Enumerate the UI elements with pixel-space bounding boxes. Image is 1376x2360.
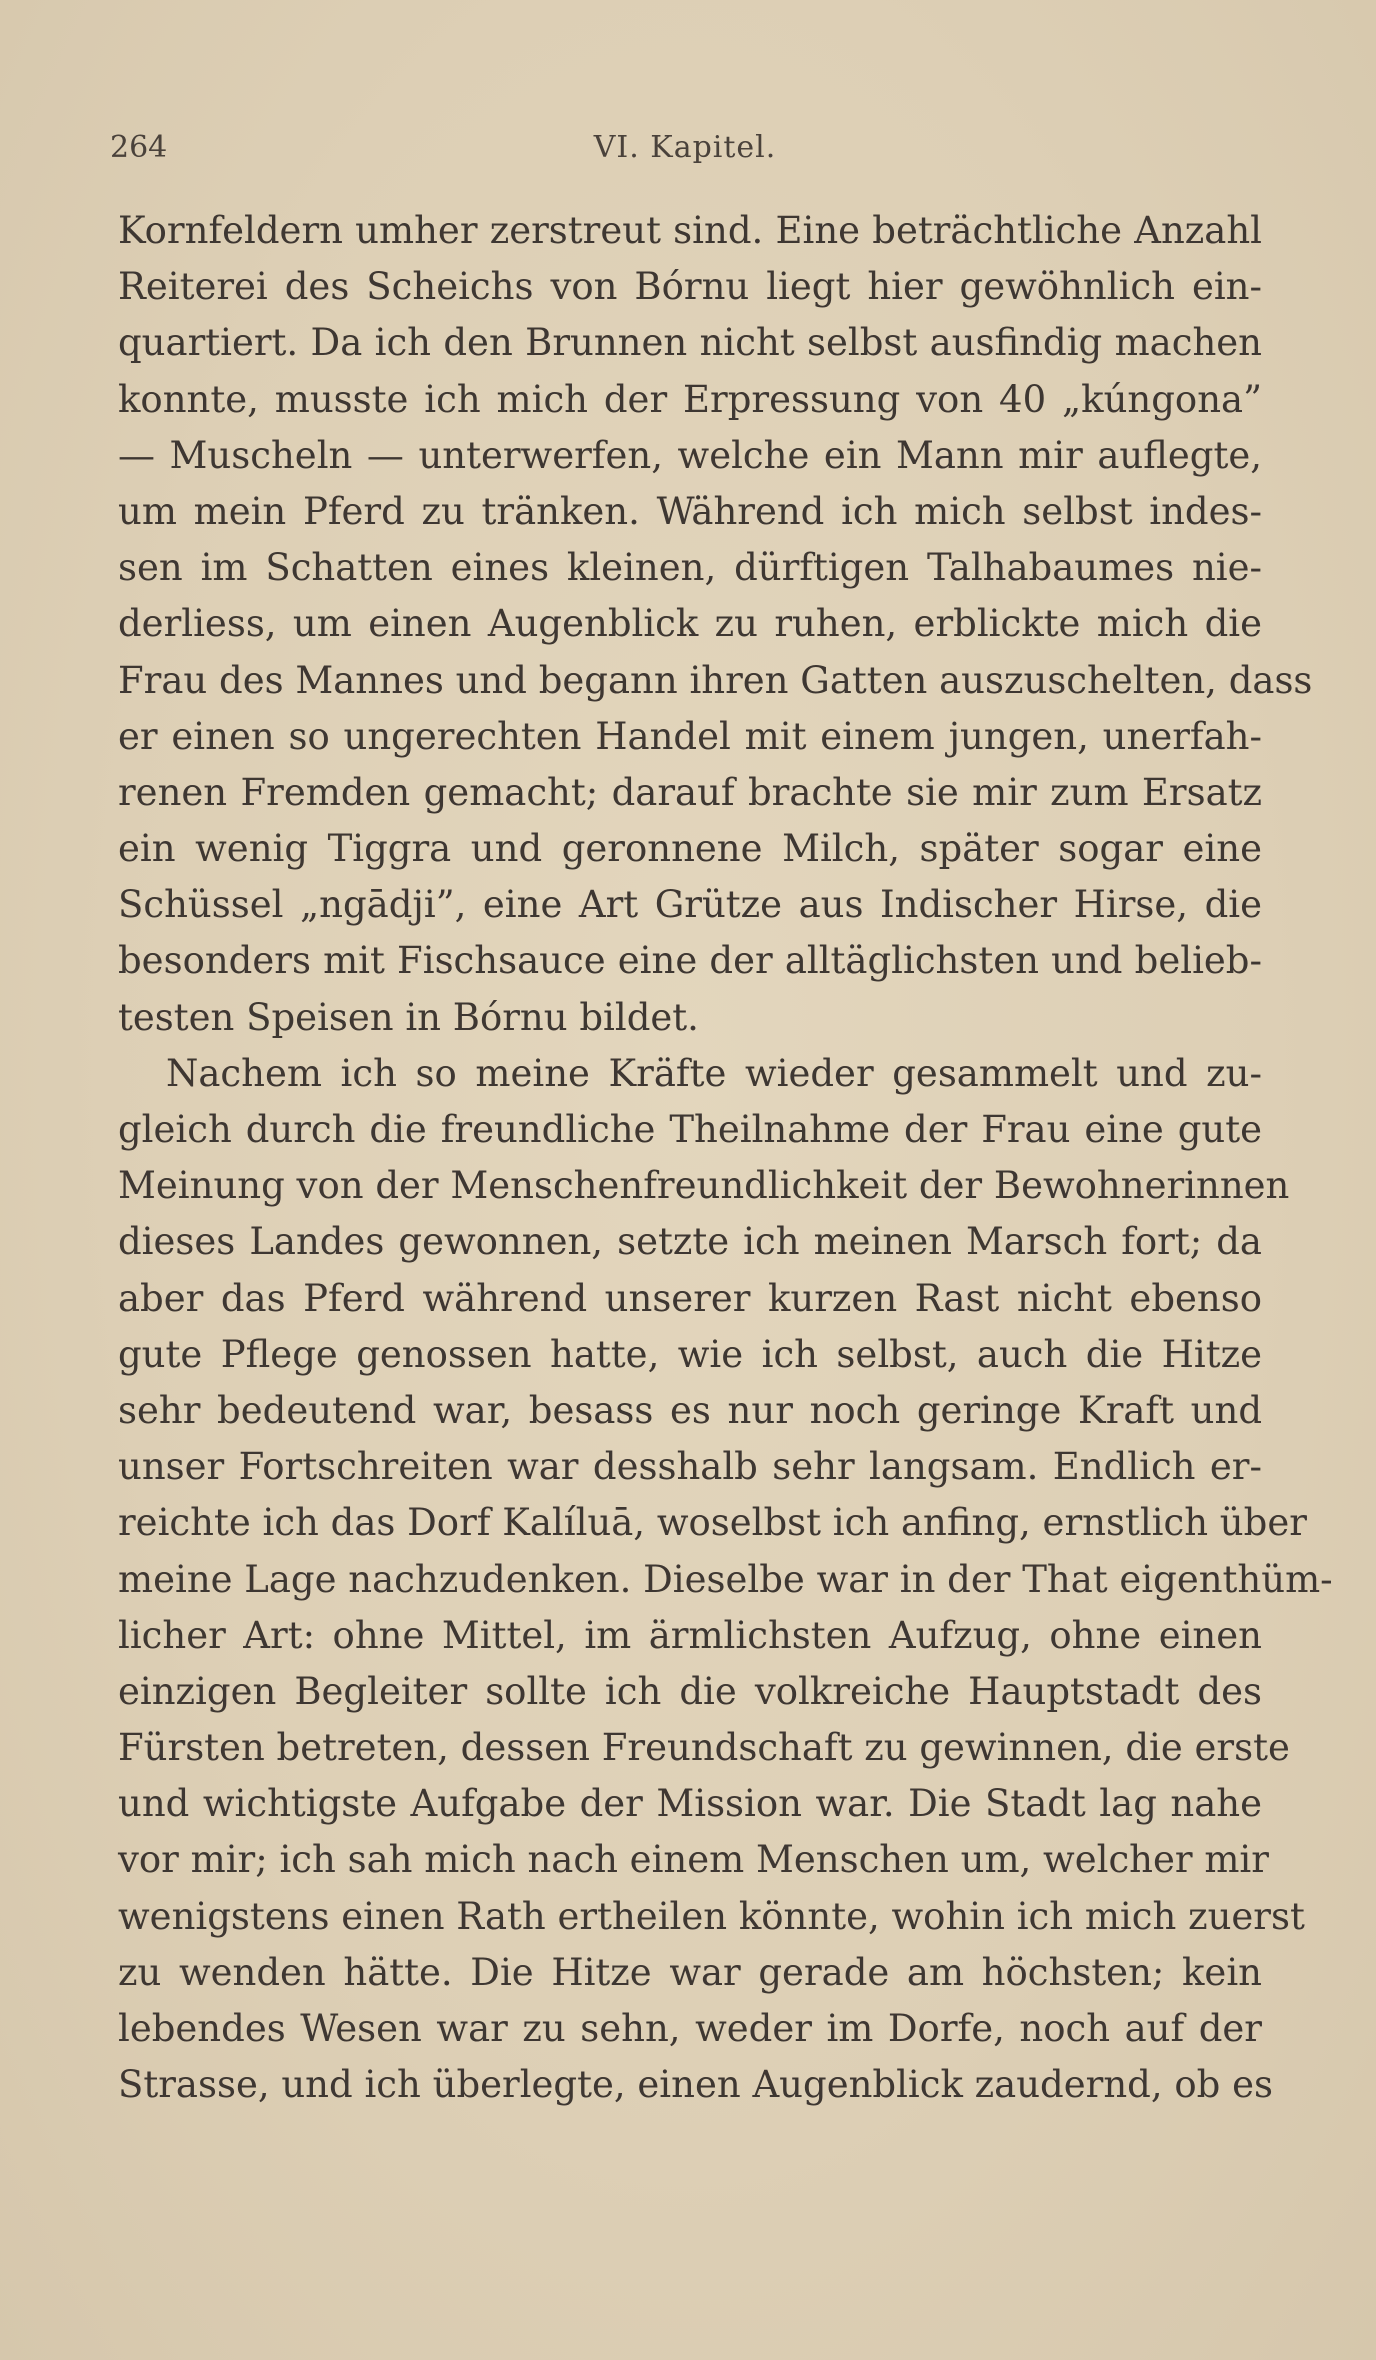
body-text xyxy=(118,203,1333,2113)
text-line: lebendes Wesen war zu sehn, weder im Dorfe, noch auf der xyxy=(118,2007,1262,2050)
text-line: gleich durch die freundliche Theilnahme der Frau eine gute xyxy=(118,1108,1262,1151)
text-line: dieses Landes gewonnen, setzte ich meinen Marsch fort; da xyxy=(118,1220,1262,1264)
text-line: derliess, um einen Augenblick zu ruhen, erblickte mich die xyxy=(118,602,1262,646)
text-line: quartiert. Da ich den Brunnen nicht selbst ausfindig machen xyxy=(118,321,1262,365)
text-line: vor mir; ich sah mich nach einem Menschen um, welcher mir xyxy=(118,1838,1269,1882)
text-line: Meinung von der Menschenfreundlichkeit der Bewohnerinnen xyxy=(118,1164,1290,1208)
text-line: Schüssel „ngādji”, eine Art Grütze aus Indischer Hirse, die xyxy=(118,883,1262,927)
text-line: renen Fremden gemacht; darauf brachte sie mir zum Ersatz xyxy=(118,770,1262,814)
running-title: VI. Kapitel. xyxy=(593,130,777,165)
text-line: unser Fortschreiten war desshalb sehr langsam. Endlich er- xyxy=(118,1445,1262,1489)
text-line: um mein Pferd zu tränken. Während ich mich selbst indes- xyxy=(118,489,1262,533)
text-line: wenigstens einen Rath ertheilen könnte, wohin ich mich zuerst xyxy=(118,1894,1305,1938)
text-line: Reiterei des Scheichs von Bórnu liegt hier gewöhnlich ein- xyxy=(118,265,1262,309)
text-line: aber das Pferd während unserer kurzen Rast nicht ebenso xyxy=(118,1276,1262,1320)
paragraph-last-line: testen Speisen in Bórnu bildet. xyxy=(118,995,699,1039)
text-line: licher Art: ohne Mittel, im ärmlichsten Aufzug, ohne einen xyxy=(118,1613,1262,1657)
text-line: reichte ich das Dorf Kalíluā, woselbst ich anfing, ernstlich über xyxy=(118,1501,1307,1545)
text-line: Fürsten betreten, dessen Freundschaft zu gewinnen, die erste xyxy=(118,1726,1290,1770)
paragraph-first-line: Nachem ich so meine Kräfte wieder gesammelt und zu- xyxy=(166,1051,1262,1095)
text-line: besonders mit Fischsauce eine der alltäglichsten und belieb- xyxy=(118,939,1262,983)
text-line: Frau des Mannes und begann ihren Gatten auszuschelten, dass xyxy=(118,658,1313,702)
text-line: Strasse, und ich überlegte, einen Augenblick zaudernd, ob es xyxy=(118,2063,1273,2107)
page-header xyxy=(110,130,1260,174)
text-line: Kornfeldern umher zerstreut sind. Eine beträchtliche Anzahl xyxy=(118,209,1262,252)
text-line: konnte, musste ich mich der Erpressung von 40 „kúngona” xyxy=(118,377,1262,421)
text-line: ein wenig Tiggra und geronnene Milch, später sogar eine xyxy=(118,827,1262,871)
text-line: zu wenden hätte. Die Hitze war gerade am höchsten; kein xyxy=(118,1950,1262,1994)
text-line: und wichtigste Aufgabe der Mission war. Die Stadt lag nahe xyxy=(118,1782,1262,1826)
page-number: 264 xyxy=(110,130,168,165)
text-line: — Muscheln — unterwerfen, welche ein Mann mir auflegte, xyxy=(118,433,1262,477)
text-line: er einen so ungerechten Handel mit einem jungen, unerfah- xyxy=(118,714,1262,758)
text-line: sehr bedeutend war, besass es nur noch geringe Kraft und xyxy=(118,1388,1262,1432)
text-line: einzigen Begleiter sollte ich die volkreiche Hauptstadt des xyxy=(118,1669,1262,1713)
text-line: meine Lage nachzudenken. Dieselbe war in der That eigenthüm- xyxy=(118,1557,1333,1601)
text-line: gute Pflege genossen hatte, wie ich selbst, auch die Hitze xyxy=(118,1332,1262,1376)
text-line: sen im Schatten eines kleinen, dürftigen Talhabaumes nie- xyxy=(118,546,1262,590)
